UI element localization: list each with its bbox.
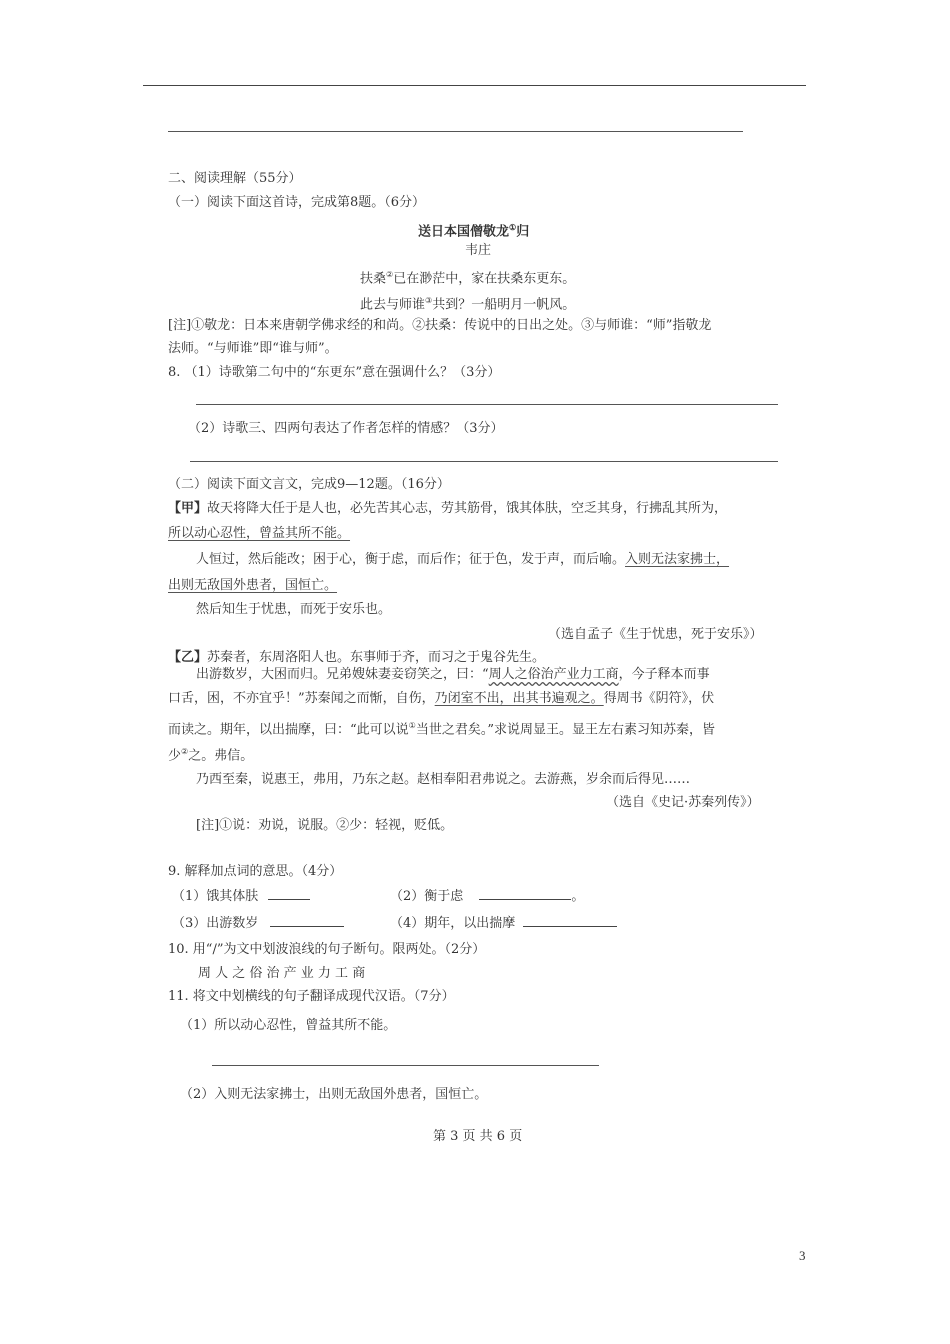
poem-line-2-b: 共到？一船明月一帆风。 xyxy=(432,297,576,313)
answer-blank-9-1[interactable] xyxy=(268,887,310,900)
page-footer: 第 3 页 共 6 页 xyxy=(433,1129,523,1144)
poem-note-line-2: 法师。“与师谁”即“谁与师”。 xyxy=(168,341,338,356)
passage-jia-p1 xyxy=(168,500,727,518)
poem-title-text: 送日本国僧敬龙 xyxy=(418,224,510,240)
passage-yi-p1 xyxy=(168,649,545,667)
passage-yi-label: 【乙】 xyxy=(168,650,208,665)
passage-yi-p2-c: 口舌，困，不亦宜乎！”苏秦闻之而惭，自伤， xyxy=(168,691,435,706)
poem-line-1-a: 扶桑 xyxy=(360,271,387,287)
question-9-item-3-text: （3）出游数岁 xyxy=(172,916,259,931)
passage-yi-underlined: 乃闭室不出，出其书遍观之。 xyxy=(434,691,604,706)
passage-yi-p2-line3 xyxy=(168,717,715,739)
question-11-sentence-2: （2）入则无法家拂士，出则无敌国外患者，国恒亡。 xyxy=(180,1087,488,1102)
passage-yi-p2-a: 出游数岁，大困而归。兄弟嫂妹妻妾窃笑之，曰：“ xyxy=(196,667,489,682)
passage-yi-wavy-sentence: 周人之俗治产业力工商 xyxy=(488,667,619,682)
passage-yi-p2-h: 之。弗信。 xyxy=(188,748,254,764)
passage-yi-p2-line4 xyxy=(168,743,253,765)
answer-line-8-2 xyxy=(190,461,778,462)
question-9-item-2-text: （2）衡于虑 xyxy=(390,889,464,904)
poem-title-end: 归 xyxy=(516,224,530,240)
question-9-item-2 xyxy=(390,887,584,906)
answer-line-8-1 xyxy=(196,404,778,405)
question-10-title: 10. 用“/”为文中划波浪线的句子断句。限两处。（2分） xyxy=(168,942,486,957)
question-9-item-4 xyxy=(390,914,617,933)
question-9-item-1-text: （1）饿其体肤 xyxy=(172,889,259,904)
question-9-title: 9. 解释加点词的意思。（4分） xyxy=(168,864,343,879)
answer-line-top xyxy=(168,131,743,132)
poem-line-2 xyxy=(360,292,575,314)
passage-yi-p3: 乃西至秦，说惠王，弗用，乃东之赵。赵相奉阳君弗说之。去游燕，岁余而后得见…… xyxy=(196,772,691,787)
passage-jia-source: （选自孟子《生于忧患，死于安乐》） xyxy=(548,627,763,642)
passage-yi-note: [注]①说：劝说，说服。②少：轻视，贬低。 xyxy=(196,818,454,833)
poem-title-mark: ① xyxy=(509,222,517,232)
passage-jia-underlined-1: 所以动心忍性，曾益其所不能。 xyxy=(168,526,351,541)
passage-yi-mark-2: ② xyxy=(181,747,189,756)
question-9-item-3 xyxy=(172,914,344,933)
question-10-sentence: 周 人 之 俗 治 产 业 力 工 商 xyxy=(198,966,366,981)
passage-jia-label: 【甲】 xyxy=(168,501,208,516)
passage-yi-p2-g: 少 xyxy=(168,748,182,764)
section-title: 二、阅读理解（55分） xyxy=(168,171,302,186)
question-8-1: 8. （1）诗歌第二句中的“东更东”意在强调什么？（3分） xyxy=(168,365,501,380)
part1-instruction: （一）阅读下面这首诗，完成第8题。（6分） xyxy=(168,195,426,210)
passage-yi-p2-f: 当世之君矣。”求说周显王。显王左右素习知苏秦，皆 xyxy=(415,722,715,738)
header-rule xyxy=(143,85,806,86)
question-9-item-1 xyxy=(172,887,310,906)
passage-jia-p2-cont xyxy=(168,577,337,595)
passage-yi-p2-line2 xyxy=(168,690,714,708)
passage-jia-p2-text: 人恒过，然后能改；困于心，衡于虑，而后作；征于色，发于声，而后喻。 xyxy=(196,552,626,567)
answer-blank-9-4[interactable] xyxy=(523,914,617,927)
page-number: 3 xyxy=(799,1248,806,1263)
poem-note-line-1: [注]①敬龙：日本来唐朝学佛求经的和尚。②扶桑：传说中的日出之处。③与师谁：“师”指敬龙 xyxy=(168,318,712,333)
question-8-2: （2）诗歌三、四两句表达了作者怎样的情感？（3分） xyxy=(188,421,504,436)
passage-yi-p1-text: 苏秦者，东周洛阳人也。东事师于齐，而习之于鬼谷先生。 xyxy=(207,650,546,665)
passage-jia-underlined-2: 入则无法家拂士， xyxy=(625,552,730,567)
part2-instruction: （二）阅读下面文言文，完成9—12题。（16分） xyxy=(168,477,450,492)
passage-jia-p1-cont xyxy=(168,525,350,543)
passage-jia-underlined-3: 出则无敌国外患者，国恒亡。 xyxy=(168,578,338,593)
answer-blank-9-2[interactable] xyxy=(479,887,571,900)
question-11-title: 11. 将文中划横线的句子翻译成现代汉语。（7分） xyxy=(168,989,455,1004)
passage-yi-p2 xyxy=(196,666,710,684)
passage-yi-mark-1: ① xyxy=(408,721,416,730)
question-9-item-4-text: （4）期年，以出揣摩 xyxy=(390,916,516,931)
passage-yi-p2-d: 得周书《阴符》，伏 xyxy=(603,691,715,706)
poem-line-1-mark: ② xyxy=(386,270,394,279)
passage-jia-p3: 然后知生于忧患，而死于安乐也。 xyxy=(196,602,392,617)
passage-jia-p2 xyxy=(196,551,729,569)
answer-blank-9-3[interactable] xyxy=(270,914,344,927)
passage-yi-source: （选自《史记·苏秦列传》） xyxy=(606,795,760,810)
poem-line-2-a: 此去与师谁 xyxy=(360,297,426,313)
passage-yi-p2-b: ，今子释本而事 xyxy=(618,667,710,682)
poem-line-2-mark: ③ xyxy=(425,296,433,305)
passage-jia-p1-text: 故天将降大任于是人也，必先苦其心志，劳其筋骨，饿其体肤，空乏其身，行拂乱其所为， xyxy=(207,501,728,516)
answer-line-11-1 xyxy=(212,1065,599,1066)
poem-line-1 xyxy=(360,266,575,288)
poem-author: 韦庄 xyxy=(465,243,492,258)
poem-title xyxy=(418,218,529,241)
poem-line-1-b: 已在渺茫中，家在扶桑东更东。 xyxy=(393,271,576,287)
question-11-sentence-1: （1）所以动心忍性，曾益其所不能。 xyxy=(180,1018,397,1033)
passage-yi-p2-e: 而读之。期年，以出揣摩，曰：“此可以说 xyxy=(168,722,409,738)
question-9-item-2-tail: 。 xyxy=(571,889,585,904)
